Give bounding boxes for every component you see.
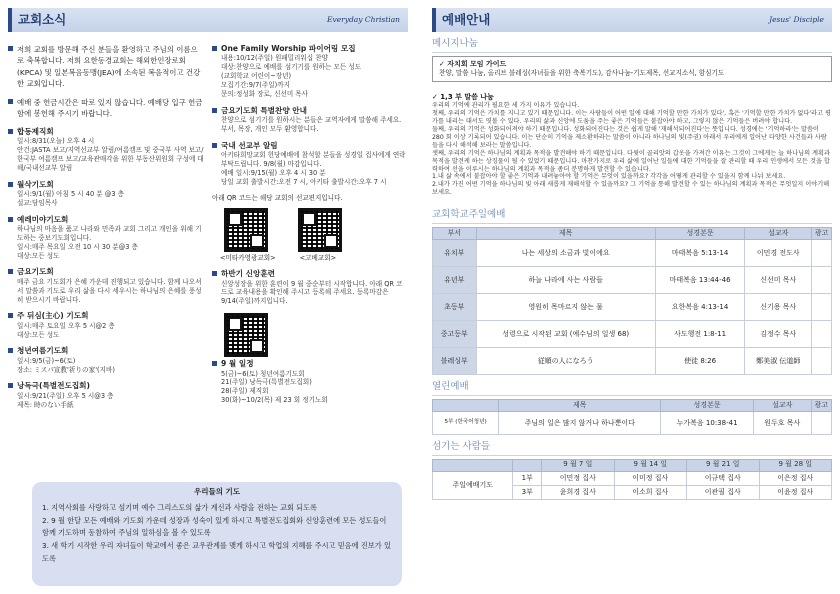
news-item [212,359,408,405]
news-item-body: 하나님의 마음을 품고 나라와 민족과 교회 그리고 개인을 위해 기도하는 중보기도회입니다. 일시:매주 목요일 오전 10 시 30 분@3 층 대상:모든 성도 [17,224,202,260]
bullet-icon [8,182,13,187]
news-item [8,346,204,374]
table-row [433,240,832,267]
table-header: 광고 [812,228,832,240]
table-header: 성경본문 [661,399,754,411]
bullet-icon [8,348,13,353]
news-item-body: 5(금)~6(토) 청년여름기도회 21(주일) 낭독극(특별전도집회) 28(주일) 제직회 30(화)~10/2(목) 제 23 회 정기노회 [221,369,328,405]
table-header [513,459,542,471]
table-cell [812,348,832,375]
section-title-open: 열린예배 [432,381,832,396]
news-item-title [212,269,408,279]
news-item-body: 일시:8/31(오늘) 오후 4 시 안건:JASTA 보고/지역선교부 알림/여름캠프 및 중국부 사역 보고/한국부 여름캠프 보고/교육관매각을 위한 부동산위원회 구성에 대해/국내선교부 알림 [17,137,204,172]
bullet-icon [8,99,13,104]
news-item-body: 일시:9/5(금)~6(토) 장소: ミスパ宣教'祈りの家'(지바) [17,356,115,374]
table-cell: 김정수 목사 [745,321,812,348]
table-cell: 성령으로 시작된 교회 (예수님의 일생 68) [476,321,655,348]
news-item-title [8,127,204,137]
news-item-title [8,346,204,356]
table-cell: 유년부 [433,267,477,294]
news-item-title-text: 9 월 일정 [221,359,254,369]
news-item-title-text: 금요기도회 [17,267,54,277]
news-column-2 [212,44,408,416]
guide-box [432,56,832,82]
table-header: 9 월 21 일 [687,459,759,471]
guide-body: 찬양, 말씀 나눔, 올리브 블레싱(자녀들을 위한 축복기도), 감사나눔-기도제목, 선교지소식, 함심기도 [439,69,725,78]
bullet-icon [8,46,13,51]
table-row [433,411,832,434]
table-cell: 마태복음 5:13-14 [655,240,745,267]
table-header: 제목 [476,228,655,240]
prayer-item: 1. 지역사회를 사랑하고 섬기며 예수 그리스도의 삶가 계신과 사람을 전하는 교회 되도록 [42,503,318,513]
news-item [8,267,204,304]
table-cell: 이규택 집사 [687,471,759,485]
table-header: 부서 [433,228,477,240]
news-item [212,269,408,306]
table-header: 설교자 [753,399,811,411]
news-item-title-text: 하반기 신앙훈련 [221,269,275,279]
table-cell [812,240,832,267]
qr-captions [212,254,408,263]
table-cell: 従順の人になろう [476,348,655,375]
bullet-icon [212,271,217,276]
news-item-body: 찬양으로 섬기기를 원하시는 분들은 교역자에게 말씀해 주세요. 부서, 목장, 개인 모두 환영합니다. [221,115,402,133]
table-cell [812,294,832,321]
news-item-title-text: 합동제직회 [17,126,54,136]
table-cell [812,321,832,348]
news-item [8,381,204,409]
news-item-title-text: 청년여름기도회 [17,346,69,356]
news-item-title [8,311,204,321]
church-news-header [8,8,408,32]
table-cell: 요한복음 4:13-14 [655,294,745,321]
message-body: 우리의 기억에 관리가 필요한 세 가지 이유가 있습니다. 첫째, 우리의 기억은 가치를 지니고 있기 때문입니다. 이는 사람들이 어떤 일에 대해 기억할 만한 가치가 있다', 혹은 '기억할 만한 가치가 없다'라고 평가를 내리는 대서도 엿볼 수 있다. 우리의 삶과 신앙에 도움을 주는 좋은 기억들은 붙잡아야 하고, 그렇지 않은 기억들은 버려야 합니다. 둘째, 우리의 기억은 성화되어져야 하기 때문입니다. 성화되어진다는 것은 쉽게 말해 '재해석되어진다'는 뜻입니다. 성경에는 '기억하라'는 말씀이 280 회 이상 기록되어 있습니다. 이는 단순히 기억을 제소환하라는 말씀이 아니라 하나님의 빛(주권) 아래서 우리에게 일어난 다양한 사건들과 사람들을 다시 해석해 보라는 말씀입니다. 셋째, 우리의 기억은 하나님의 계획과 목적을 발견해야 하기 때문입니다. 다윗이 골리앗의 갑옷을 가져간 이유는 그것이 그에게는 늘 하나님의 계획과 목적을 발견케 하는 상징물이 될 수 있었기 때문입니다. 마찬가지로 우리 삶에 일어난 일들에 대한 기억들을 잘 관리할 때 우리 인생에서 모든 것을 합력하여 선을 이루시는 하나님의 계획과 목적을 좀더 분명하게 발견할 수 있습니다. 1.내 삶 속에서 붙잡아야 할 좋은 기억과 내려놓아야 할 기억은 무엇이 있을까요? 각각을 어떻게 관리할 수 있을지 함께 나눠 보세요. 2.내가 가진 어떤 기억을 하나님의 빛 아래 새롭게 재해석할 수 있을까요? 그 기억을 통해 발견할 수 있는 하나님의 계획과 목적은 무엇일지 이야기해 보세요. [432,102,831,197]
news-item-body: 아키타희망교회 헌당예배에 참석할 분들을 성경일 집사에게 연락부탁드립니다. 9/8(월) 마감입니다. 예배 일시:9/15(월) 오후 4 시 30 분 당일 교회 출발시간:오전 7 시, 아키타 출발시간:오후 7 시 [221,150,406,186]
table-cell: 이민정 집사 [542,471,614,485]
table-cell: 중고등부 [433,321,477,348]
school-worship-table [432,227,832,375]
news-item-title [212,44,408,54]
news-item-body: 일시:9/21(주일) 오후 5 시@3 층 제목: 時のない手紙 [17,391,114,409]
news-item-title [212,141,408,151]
news-item-title [8,97,204,120]
page-title: 예배안내 [442,11,491,27]
news-item-title [8,215,204,225]
message-title: ✓ 1,3 부 말씀 나눔 [432,93,494,102]
table-header: 9 월 7 일 [542,459,614,471]
news-item-title-text: 예배 중 헌금시간은 따로 있지 않습니다. 예배당 입구 헌금함에 봉헌해 주시기 바랍니다. [17,97,203,119]
qr-code-kobe [298,208,342,252]
news-item [8,215,204,261]
table-header: 9 월 14 일 [614,459,686,471]
serve-label: 주일예배기도 [433,471,513,499]
table-header: 제목 [499,399,661,411]
prayer-item: 2. 9 월 한달 모든 예배와 기도회 가운데 성장과 성숙이 있게 하시고 특별전도집회와 신앙훈련에 모든 성도들이 함께 기도하며 동참하여 주님의 일하심을 볼 수 있도록 [42,515,387,538]
news-item-title [8,267,204,277]
bullet-icon [8,129,13,134]
news-item-title-text: 금요기도회 특별찬양 안내 [221,105,307,115]
table-cell: 유치부 [433,240,477,267]
table-cell: 이관필 집사 [687,485,759,499]
prayer-title: 우리들의 기도 [193,487,241,496]
bullet-icon [212,46,217,51]
news-item-body: 일시:매주 토요일 오후 5 시@2 층 대상:모든 성도 [17,321,115,339]
table-cell: 이은정 집사 [759,471,832,485]
table-cell: 주님의 일은 많지 않거나 하나뿐이다 [499,411,661,434]
news-item-title [212,106,408,116]
qr-intro: 아래 QR 코드는 해당 교회의 선교편지입니다. [212,193,343,202]
qr-code-mitaka [224,208,268,252]
table-cell: 하늘 나라에 사는 사람들 [476,267,655,294]
bullet-icon [8,383,13,388]
qr-code-training [224,313,268,357]
news-item-body: 신앙성장을 위한 훈련이 9 월 중순부터 시작합니다. 아래 QR 코드로 교육내용을 확인해 주시고 등록해 주세요. 등록마감은 9/14(주일)까지입니다. [221,279,403,306]
message-share [432,85,832,205]
bullet-icon [8,269,13,274]
serving-people-table [432,459,832,500]
news-item-title-text: 저희 교회를 방문해 주신 분들을 환영하고 주님의 이름으로 축복합니다. 저희 요한동경교회는 해외한인장로회(KPCA) 및 일본복음동맹(JEA)에 소속된 복음적이고 건강한 교회입니다. [17,45,201,89]
news-item-title-text: One Family Worship 파이어링 모집 [221,44,356,53]
table-row [433,321,832,348]
table-cell: 3부 [513,485,542,499]
bullet-icon [8,313,13,318]
table-header: 9 월 28 일 [759,459,832,471]
news-item-title [8,44,204,90]
table-row [433,348,832,375]
table-cell [811,411,831,434]
news-item-body: 매주 금요 기도회가 은혜 가운데 진행되고 있습니다. 함께 나오셔서 말씀과 기도로 우리 삶을 다시 세우시는 하나님의 은혜를 풍성히 받으시기 바랍니다. [17,277,202,304]
table-header: 성경본문 [655,228,745,240]
table-cell: 신기용 목사 [745,294,812,321]
qr-row [212,208,408,252]
worship-guide-page [432,8,832,586]
table-header [433,459,513,471]
table-cell: 초등부 [433,294,477,321]
table-cell: 使徒 8:26 [655,348,745,375]
table-cell: 영원히 목마르지 않는 물 [476,294,655,321]
table-cell: 원두호 목사 [753,411,811,434]
table-header: 설교자 [745,228,812,240]
bullet-icon [212,143,217,148]
page-subtitle: Jesus' Disciple [769,14,824,24]
table-cell: 이윤정 집사 [759,485,832,499]
table-cell: 鄭美淑 伝道師 [745,348,812,375]
table-cell: 5부 (한국어청년) [433,411,499,434]
prayer-item: 3. 새 학기 시작한 우리 자녀들이 학교에서 좋은 교우관계를 맺게 하시고 학업의 지혜를 주시고 믿음에 진보가 있도록 [42,540,391,563]
bullet-icon [212,108,217,113]
news-item-title [8,180,204,190]
news-item-title-text: 예레미야기도회 [17,214,69,224]
table-cell: 사도행전 1:8-11 [655,321,745,348]
table-cell: 이소희 집사 [614,485,686,499]
news-item [8,311,204,339]
table-cell: 나는 세상의 소금과 빛이에요 [476,240,655,267]
section-title-message: 메시지나눔 [432,38,832,53]
table-cell: 누가복음 10:38-41 [661,411,754,434]
news-item [8,180,204,208]
worship-guide-header [432,8,832,32]
news-item-body: 내용:10/12(주일) 원패밀리워십 찬양 대상:찬양으로 예배를 섬기기를 원하는 모든 성도 (교회학교 어린이~장년) 모집기간:9/7(주일)까지 문의:정성화 장로, 신선미 목사 [221,54,362,98]
table-header [433,399,499,411]
open-worship-table [432,399,832,435]
news-item-title-text: 국내 선교부 알림 [221,140,278,150]
table-cell: 블레싱부 [433,348,477,375]
page-title: 교회소식 [18,11,67,27]
table-row [433,471,832,485]
news-item [8,127,204,173]
bullet-icon [212,361,217,366]
news-item [212,141,408,187]
table-cell: 윤희경 집사 [542,485,614,499]
news-item-title [8,381,204,391]
news-item-body: 일시:9/1(월) 아침 5 시 40 분 @3 층 설교:담임목사 [17,189,124,207]
section-title-serve: 섬기는 사람들 [432,441,832,456]
news-item-title-text: 낭독극(특별전도집회) [17,381,90,391]
news-item [8,97,204,120]
news-item [8,44,204,90]
table-row [433,267,832,294]
news-column-1 [8,44,204,416]
qr-row [212,313,408,357]
news-item-title [212,359,408,369]
bullet-icon [8,217,13,222]
table-cell: 1부 [513,471,542,485]
table-cell: 이민경 전도사 [745,240,812,267]
table-cell [812,267,832,294]
news-item [212,44,408,99]
qr-caption: <고베교회> [299,254,337,263]
section-title-school: 교회학교주일예배 [432,209,832,224]
table-cell: 마태복음 13:44-46 [655,267,745,294]
table-header: 광고 [811,399,831,411]
page-subtitle: Everyday Christian [327,14,400,24]
table-cell: 이미정 집사 [614,471,686,485]
prayer-box [32,482,402,586]
news-item-title-text: 주 뒤심(主心) 기도회 [17,311,89,321]
news-item [212,106,408,134]
table-cell: 신선미 목사 [745,267,812,294]
qr-caption: <미타카영광교회> [220,254,276,263]
news-item-title-text: 월삭기도회 [17,179,54,189]
guide-title: ✓ 자치회 모임 가이드 [439,59,507,68]
table-row [433,294,832,321]
church-news-page [8,8,408,586]
